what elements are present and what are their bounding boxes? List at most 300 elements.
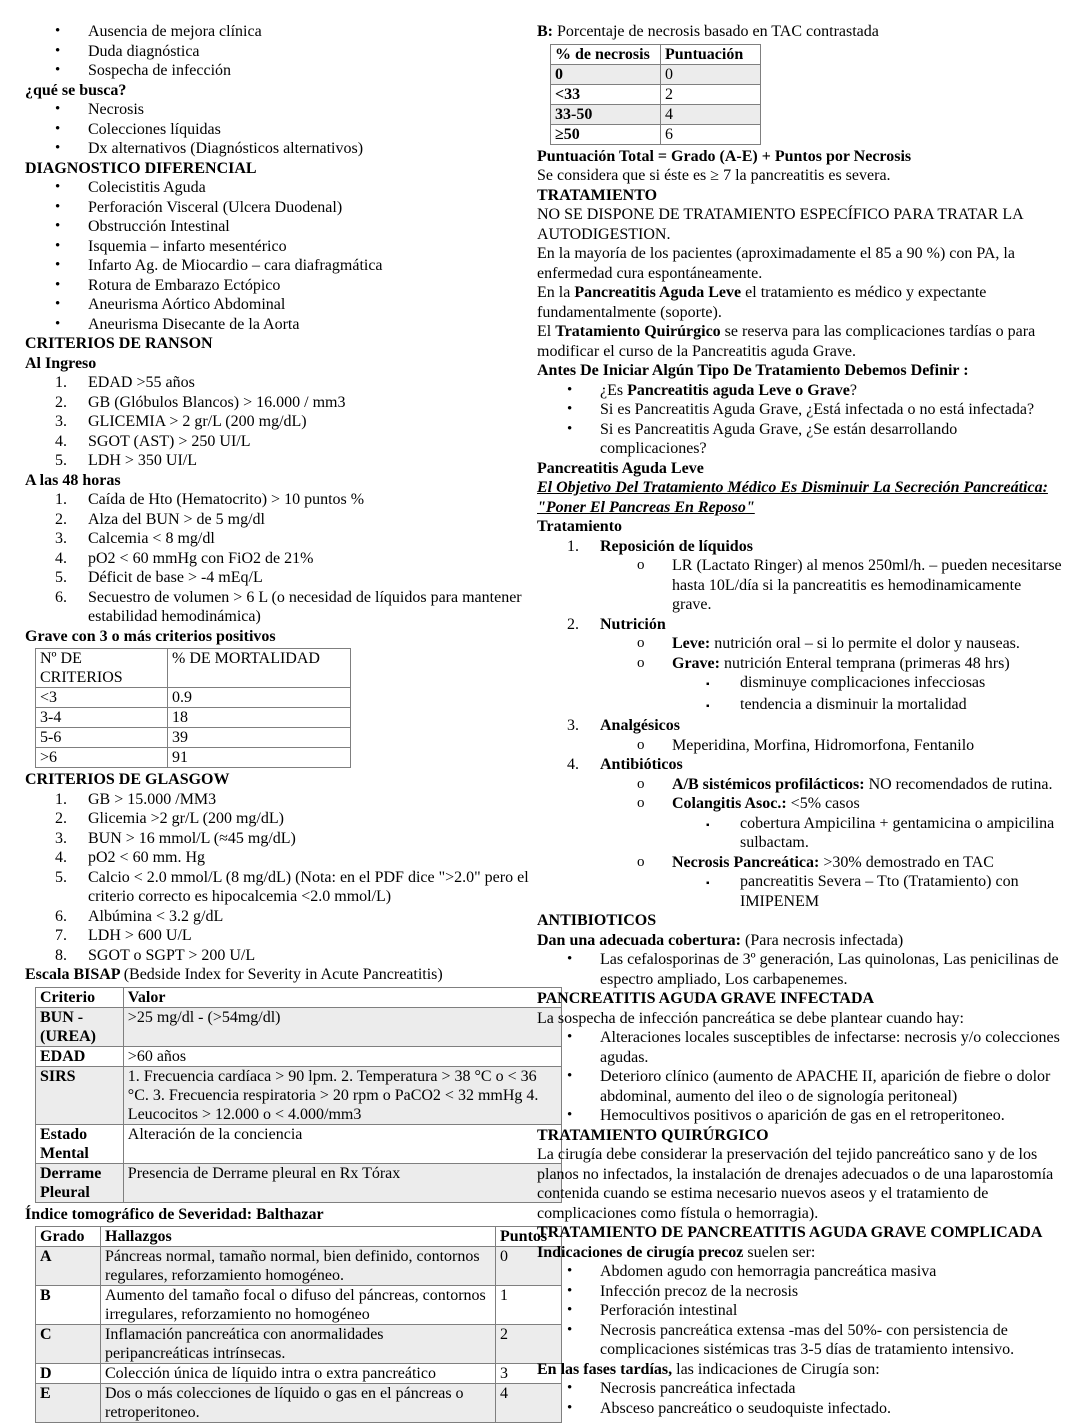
list-item-text [672,736,1063,756]
list-item-text [600,1067,1063,1106]
table-cell: C [36,1325,101,1364]
list-item-text [600,1379,1063,1399]
text-run: Colecistitis Aguda [88,179,206,196]
number-marker: 4. [55,549,67,567]
text-run: <5% casos [790,795,860,812]
list-item-text [88,549,562,569]
table-cell: 6 [661,124,761,144]
bullet-marker: • [567,1302,573,1318]
text-run: Dan una adecuada cobertura: [537,931,746,949]
list-item-text [88,393,562,413]
text-run: Infección precoz de la necrosis [600,1282,799,1300]
text-run: Grave: [672,654,724,672]
list-item-text [88,373,562,393]
para-cobertura [537,931,1063,951]
number-marker: 2. [567,615,579,633]
text-run: Alza del BUN > de 5 mg/dl [88,510,265,528]
list-item-text [88,451,562,471]
text-run: En la mayoría de los pacientes (aproximadamente el 85 a 90 %) con PA, la enfermedad cura espontáneamente. [537,245,1015,282]
table-row [36,1046,562,1066]
list-item-text [88,790,562,810]
ranson-ingreso-4 [25,432,562,452]
bullet-marker: • [567,1282,573,1299]
table-cell: 0 [551,64,661,84]
bullet-marker: • [567,1380,573,1396]
text-run: LDH > 350 UI/L [88,452,198,469]
bullet-leve-o-grave [537,381,1063,401]
text-run: El Objetivo Del Tratamiento Médico Es Disminuir La Secreción Pancreática: [537,479,1048,496]
table-row [36,1163,562,1202]
tto-4-antibioticos [537,755,1063,775]
ranson-48h-1 [25,490,562,510]
bullet-rotura-embarazo [25,276,562,296]
table-cell: 3-4 [36,708,168,728]
text-run: Déficit de base > -4 mEq/L [88,569,263,586]
text-run: NO SE DISPONE DE TRATAMIENTO ESPECÍFICO PARA TRATAR LA AUTODIGESTION. [537,206,1023,243]
table-row [551,104,761,124]
table-cell: E [36,1384,101,1423]
text-run: Indicaciones de cirugía precoz [537,1243,748,1261]
left-column [25,22,562,1425]
list-item-text [88,100,562,120]
bullet-sospecha-infeccion [25,61,562,81]
list-item-text [600,537,1063,557]
table-cell: 33-50 [551,104,661,124]
table-header-row [36,649,351,688]
text-run: LR (Lactato Ringer) al menos 250ml/h. – pueden necesitarse hasta 10L/día si la pancreatitis es hemodinamicamente grave. [672,557,1062,613]
text-run: (Para necrosis infectada) [745,931,904,949]
bullet-cefalosporinas [537,950,1063,989]
text-run: TRATAMIENTO DE PANCREATITIS AGUDA GRAVE COMPLICADA [537,1224,1043,1241]
list-item-text [88,412,562,432]
text-run: Deterioro clínico (aumento de APACHE II, aparición de fiebre o dolor abdominal, aumento del ileo o de signología peritoneal) [600,1068,1051,1105]
bullet-necrosis-extensa [537,1321,1063,1360]
heading-pa-leve [537,459,1063,479]
heading-escala-bisap [25,965,562,985]
text-run: Abdomen agudo con hemorragia pancreática masiva [600,1263,937,1280]
list-item-text [88,276,562,296]
tto-4-colangitis [537,794,1063,814]
table-cell: Inflamación pancreática con anormalidades peripancreáticas intrínsecas. [101,1325,496,1364]
list-item-text [672,775,1063,795]
text-run: Caída de Hto (Hematocrito) > 10 puntos % [88,491,365,508]
glasgow-6 [25,907,562,927]
number-marker: 4. [567,756,579,773]
number-marker: 5. [55,868,67,886]
number-marker: 6. [55,907,67,925]
text-run: Perforación Visceral (Ulcera Duodenal) [88,198,343,216]
table-row [36,1325,562,1364]
table-cell: 18 [168,708,351,728]
list-item-text [672,853,1063,873]
text-run: Secuestro de volumen > 6 L (o necesidad de líquidos para mantener estabilidad hemodinámica) [88,588,522,625]
list-item-text [600,1321,1063,1360]
table-cell: SIRS [36,1066,124,1124]
bullet-necrosis-infectada [537,1379,1063,1399]
bullet-complicaciones [537,420,1063,459]
table-row [36,1247,562,1286]
para-sospecha-infeccion [537,1009,1063,1029]
list-item-text [740,695,1063,715]
heading-tratamiento-2 [537,517,1063,537]
table-cell: ≥50 [551,124,661,144]
text-run: Hemocultivos positivos o aparición de gas en el retroperitoneo. [600,1107,1005,1124]
text-run: Glicemia >2 gr/L (200 mg/dL) [88,810,284,827]
text-run: nutrición Enteral temprana (primeras 48 hrs) [723,654,1010,672]
bullet-absceso [537,1399,1063,1419]
text-run: pO2 < 60 mmHg con FiO2 de 21% [88,549,314,567]
text-run: Calcemia < 8 mg/dl [88,530,215,547]
table-row [36,748,351,768]
circle-marker: o [637,853,645,870]
tto-4-necrosis [537,853,1063,873]
text-run: CRITERIOS DE GLASGOW [25,771,230,788]
text-run: DIAGNOSTICO DIFERENCIAL [25,159,257,177]
ranson-mortality-table [35,648,351,768]
table-row [36,708,351,728]
list-item-text [88,256,562,276]
text-run: Aneurisma Aórtico Abdominal [88,296,286,313]
table-cell: 0.9 [168,688,351,708]
list-item-text [88,848,562,868]
header-cell: Criterio [36,987,124,1007]
text-run: Necrosis [88,101,144,118]
text-run: Dx alternativos (Diagnósticos alternativos) [88,140,364,157]
bullet-marker: • [55,101,61,117]
tto-1-reposicion [537,537,1063,557]
text-run: Calcio < 2.0 mmol/L (8 mg/dL) (Nota: en el PDF dice ">2.0" pero el criterio correcto es hipocalcemia <2.0 mmol/L) [88,868,529,905]
heading-48-horas [25,471,562,491]
table-cell: Páncreas normal, tamaño normal, bien definido, contornos regulares, reforzamiento homogéneo. [101,1247,496,1286]
table-cell: 3 [496,1364,562,1384]
table-cell: BUN - (UREA) [36,1007,124,1046]
text-run: el tratamiento es médico y expectante fundamentalmente (soporte). [537,284,987,321]
heading-puntuacion-total [537,147,1063,167]
table-cell: Aumento del tamaño focal o difuso del páncreas, contornos irregulares, reforzamiento no homogéneo [101,1286,496,1325]
list-item-text [600,400,1063,420]
list-item-text [740,872,1063,911]
heading-criterios-glasgow [25,770,562,790]
bullet-dx-alternativos [25,139,562,159]
text-run: NO recomendados de rutina. [868,775,1053,793]
circle-marker: o [637,775,645,792]
list-item-text [88,529,562,549]
text-run: Alteraciones locales susceptibles de infectarse: necrosis y/o colecciones agudas. [600,1029,1060,1066]
list-item-text [600,1028,1063,1067]
table-cell: >6 [36,748,168,768]
bullet-marker: • [567,1107,573,1123]
text-run: ANTIBIOTICOS [537,912,657,929]
ranson-48h-6 [25,588,562,627]
table-cell: A [36,1247,101,1286]
text-run: SGOT (AST) > 250 UI/L [88,432,251,450]
text-run: "Poner El Pancreas En Reposo" [537,498,755,516]
bullet-ausencia-mejora [25,22,562,42]
table-cell: 91 [168,748,351,768]
para-objetivo-medico [537,478,1063,498]
table-cell: <3 [36,688,168,708]
header-cell: % DE MORTALIDAD [168,649,351,688]
text-run: En la [537,284,575,301]
glasgow-4 [25,848,562,868]
header-cell: % de necrosis [551,44,661,64]
bullet-marker: • [55,140,61,156]
number-marker: 2. [55,810,67,827]
number-marker: 3. [55,530,67,547]
ranson-48h-4 [25,549,562,569]
number-marker: 5. [55,452,67,469]
heading-grave-criterios [25,627,562,647]
table-row [36,728,351,748]
bullet-marker: • [567,1029,573,1045]
table-row [551,84,761,104]
text-run: Necrosis Pancreática: [672,853,824,871]
ranson-ingreso-1 [25,373,562,393]
list-item-text [88,217,562,237]
bullet-marker: • [55,23,61,39]
bullet-marker: • [55,257,61,273]
heading-tto-quirurgico [537,1126,1063,1146]
bullet-perforacion-intestinal [537,1301,1063,1321]
bullet-deterioro-clinico [537,1067,1063,1106]
table-cell: 2 [661,84,761,104]
table-cell: >25 mg/dl - (>54mg/dl) [123,1007,561,1046]
para-cirugia [537,1145,1063,1223]
bullet-aneurisma-disecante [25,315,562,335]
glasgow-3 [25,829,562,849]
text-run: tendencia a disminuir la mortalidad [740,695,967,713]
list-item-text [672,794,1063,814]
right-column [537,22,1063,1418]
text-run: Sospecha de infección [88,62,232,79]
bullet-marker: • [567,951,573,967]
text-run: Al Ingreso [25,354,97,372]
list-item-text [88,237,562,257]
bisap-table [35,987,562,1203]
tto-2-nutricion [537,615,1063,635]
list-item-text [88,198,562,218]
header-cell: Puntuación [661,44,761,64]
text-run: Albúmina < 3.2 g/dL [88,907,224,925]
table-cell: Presencia de Derrame pleural en Rx Tórax [123,1163,561,1202]
table-cell: 2 [496,1325,562,1364]
para-pa-leve [537,283,1063,322]
text-run: cobertura Ampicilina + gentamicina o ampicilina sulbactam. [740,814,1055,851]
table-row [36,1384,562,1423]
list-item-text [600,950,1063,989]
bullet-alteraciones-locales [537,1028,1063,1067]
text-run: Reposición de líquidos [600,537,753,555]
text-run: Tratamiento Quirúrgico [555,323,721,340]
text-run: Ausencia de mejora clínica [88,23,262,40]
text-run: Necrosis pancreática extensa -mas del 50%- con persistencia de complicaciones sistémicas tras 3-5 días de tratamiento intensivo. [600,1321,1015,1358]
text-run: pancreatitis Severa – Tto (Tratamiento) con IMIPENEM [740,873,1019,910]
heading-tto-complicada [537,1223,1063,1243]
list-item-text [88,61,562,81]
header-cell: Puntos [496,1227,562,1247]
ranson-ingreso-2 [25,393,562,413]
heading-balthazar [25,1205,562,1225]
heading-diagnostico-diferencial [25,159,562,179]
ranson-48h-2 [25,510,562,530]
ranson-ingreso-5 [25,451,562,471]
list-item-text [740,814,1063,853]
heading-criterios-ranson [25,334,562,354]
heading-al-ingreso [25,354,562,374]
table-row [36,1286,562,1325]
bullet-obstruccion-intestinal [25,217,562,237]
table-row [36,688,351,708]
text-run: Colecciones líquidas [88,120,221,138]
text-run: Tratamiento [537,518,623,535]
list-item-text [88,432,562,452]
para-no-tratamiento [537,205,1063,244]
list-item-text [672,634,1063,654]
tto-3-analgesicos [537,716,1063,736]
text-run: Obstrucción Intestinal [88,218,230,235]
heading-que-se-busca [25,81,562,101]
circle-marker: o [637,654,645,671]
text-run: Puntuación Total = Grado (A-E) + Puntos por Necrosis [537,147,912,165]
text-run: Isquemia – infarto mesentérico [88,237,287,255]
text-run: Meperidina, Morfina, Hidromorfona, Fentanilo [672,736,975,754]
table-cell: 0 [661,64,761,84]
list-item-text [88,588,562,627]
table-row [36,1364,562,1384]
number-marker: 7. [55,927,67,944]
table-row [36,1066,562,1124]
list-item-text [740,673,1063,693]
bullet-colecistitis [25,178,562,198]
text-run: B: [537,23,557,40]
table-row [551,64,761,84]
bullet-marker: • [55,315,61,332]
text-run: La cirugía debe considerar la preservación del tejido pancreático sano y de los planos no infectados, la instalación de drenajes adecuados o de una laparostomía contenida cuando se estima necesario nuevos aseos y el tratamiento de complicaciones como fístula o hemorragia). [537,1146,1054,1222]
table-cell: Alteración de la conciencia [123,1124,561,1163]
table-cell: Derrame Pleural [36,1163,124,1202]
text-run: TRATAMIENTO QUIRÚRGICO [537,1126,769,1144]
list-item-text [600,716,1063,736]
list-item-text [600,1262,1063,1282]
bullet-marker: • [55,179,61,195]
bullet-marker: • [55,120,61,137]
text-run: TRATAMIENTO [537,186,658,204]
bullet-necrosis [25,100,562,120]
text-run: La sospecha de infección pancreática se debe plantear cuando hay: [537,1009,964,1027]
text-run: A las 48 horas [25,471,121,489]
number-marker: 3. [567,717,579,734]
necrosis-score-table [550,44,761,145]
list-item-text [88,139,562,159]
text-run: Aneurisma Disecante de la Aorta [88,315,300,333]
text-run: (Bedside Index for Severity in Acute Pancreatitis) [123,966,443,983]
header-cell: Nº DE CRITERIOS [36,649,168,688]
bullet-marker: • [567,420,573,437]
text-run: Necrosis pancreática infectada [600,1380,796,1397]
text-run: Índice tomográfico de Severidad: Balthazar [25,1205,324,1223]
square-marker: ▪ [706,819,710,831]
text-run: nutrición oral – si lo permite el dolor y nauseas. [714,635,1020,652]
bullet-marker: • [567,401,573,417]
circle-marker: o [637,557,645,573]
header-cell: Grado [36,1227,101,1247]
table-cell: 4 [496,1384,562,1423]
list-item-text [600,420,1063,459]
table-cell: D [36,1364,101,1384]
text-run: Pancreatitis Aguda Leve [574,284,742,301]
text-run: Perforación intestinal [600,1302,738,1319]
list-item-text [600,1399,1063,1419]
text-run: Las cefalosporinas de 3º generación, Las quinolonas, Las penicilinas de espectro ampliado, Los carbapenemes. [600,951,1059,988]
list-item-text [600,1282,1063,1302]
list-item-text [88,926,562,946]
number-marker: 3. [55,829,67,847]
bullet-duda-diagnostica [25,42,562,62]
number-marker: 4. [55,432,67,450]
square-marker: ▪ [706,700,710,712]
circle-marker: o [637,635,645,651]
tto-3-meperidina [537,736,1063,756]
text-run: pO2 < 60 mm. Hg [88,849,206,866]
tto-2-disminuye [537,673,1063,695]
list-item-text [88,809,562,829]
table-cell: EDAD [36,1046,124,1066]
text-run: GB > 15.000 /MM3 [88,790,217,808]
table-cell: <33 [551,84,661,104]
text-run: BUN > 16 mmol/L (≈45 mg/dL) [88,829,296,847]
para-fases-tardias [537,1360,1063,1380]
para-necrosis-tac [537,22,1063,42]
para-pancreas-reposo [537,498,1063,518]
heading-tratamiento [537,186,1063,206]
glasgow-1 [25,790,562,810]
para-indicaciones-precoz [537,1243,1063,1263]
list-item-text [88,490,562,510]
bullet-marker: • [55,198,61,215]
square-marker: ▪ [706,679,710,690]
text-run: PANCREATITIS AGUDA GRAVE INFECTADA [537,990,875,1007]
heading-pag-infectada [537,989,1063,1009]
list-item-text [600,381,1063,401]
list-item-text [88,22,562,42]
table-row [36,1007,562,1046]
list-item-text [88,315,562,335]
text-run: CRITERIOS DE RANSON [25,335,213,352]
table-cell: >60 años [123,1046,561,1066]
list-item-text [88,295,562,315]
text-run: Nutrición [600,615,666,633]
bullet-colecciones-liquidas [25,120,562,140]
text-run: ¿qué se busca? [25,81,127,99]
number-marker: 8. [55,946,67,964]
text-run: Duda diagnóstica [88,42,200,60]
bullet-marker: • [567,1399,573,1416]
list-item-text [88,178,562,198]
table-cell: 4 [661,104,761,124]
table-cell: Colección única de líquido intra o extra pancreático [101,1364,496,1384]
text-run: SGOT o SGPT > 200 U/L [88,946,256,964]
text-run: suelen ser: [747,1243,816,1261]
number-marker: 5. [55,569,67,586]
text-run: se reserva para las complicaciones tardías o para modificar el curso de la Pancreatitis aguda Grave. [537,323,1036,360]
heading-antes-de-iniciar [537,361,1063,381]
number-marker: 1. [55,491,67,508]
table-cell: 0 [496,1247,562,1286]
ranson-ingreso-3 [25,412,562,432]
table-header-row [36,987,562,1007]
text-run: Porcentaje de necrosis basado en TAC contrastada [557,23,879,40]
bullet-marker: • [567,1068,573,1084]
